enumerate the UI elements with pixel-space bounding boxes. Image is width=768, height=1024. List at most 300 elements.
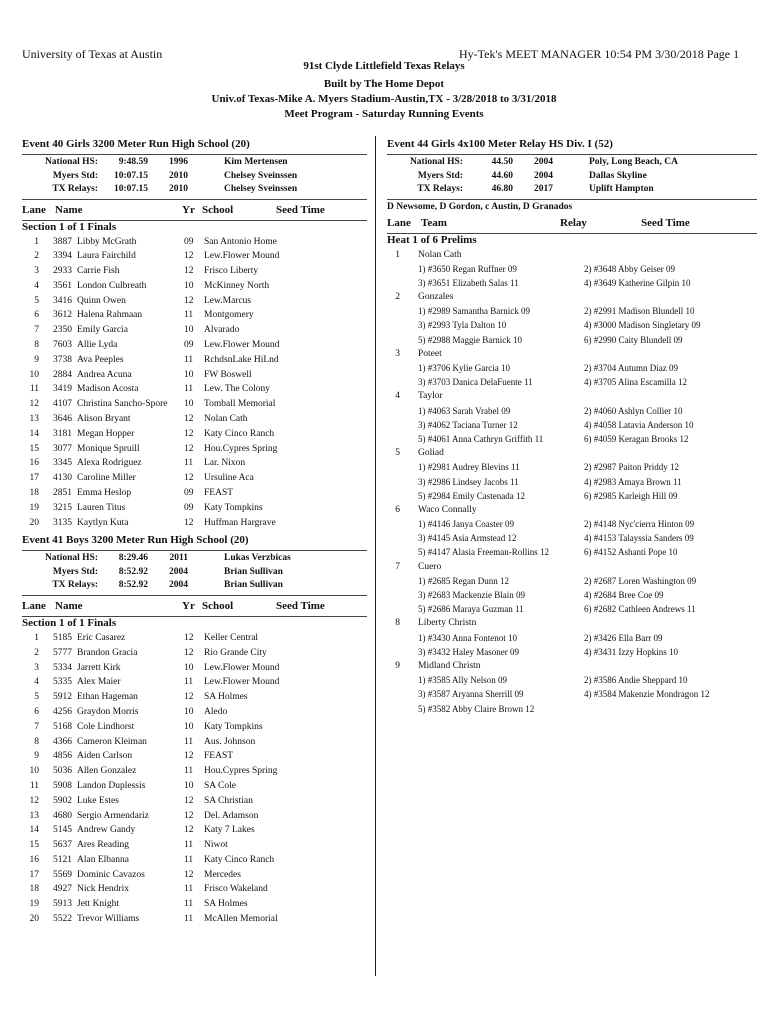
athlete-name: Trevor Williams bbox=[77, 914, 140, 925]
runner-row bbox=[387, 589, 757, 603]
table-row bbox=[22, 883, 367, 898]
lane-number: 13 bbox=[29, 414, 39, 425]
runner-row bbox=[387, 703, 757, 717]
relay-team bbox=[387, 447, 757, 461]
relay-runner: 3) #3703 Danica DelaFuente 11 bbox=[418, 377, 533, 388]
bib-number: 5185 bbox=[53, 632, 72, 643]
athlete-year: 11 bbox=[184, 914, 194, 925]
event-40-records bbox=[22, 154, 367, 200]
table-row bbox=[22, 250, 367, 265]
athlete-year: 10 bbox=[184, 325, 194, 336]
school-name: FEAST bbox=[204, 751, 234, 762]
event-40-entries bbox=[22, 236, 367, 532]
athlete-name: Cameron Kleiman bbox=[77, 736, 147, 747]
school-name: Lew.Flower Mound bbox=[204, 340, 280, 351]
team-name: Gonzales bbox=[418, 292, 454, 303]
lane-number: 9 bbox=[395, 660, 400, 671]
athlete-name: Caroline Miller bbox=[77, 473, 136, 484]
table-row bbox=[22, 324, 367, 339]
runner-row bbox=[387, 646, 757, 660]
runner-row bbox=[387, 632, 757, 646]
athlete-name: Jarrett Kirk bbox=[77, 662, 121, 673]
bib-number: 3345 bbox=[53, 458, 72, 469]
lane-number: 4 bbox=[34, 280, 39, 291]
school-name: Huffman Hargrave bbox=[204, 517, 276, 528]
left-column bbox=[22, 138, 367, 928]
athlete-name: Alex Maier bbox=[77, 677, 121, 688]
school-name: Rio Grande City bbox=[204, 647, 267, 658]
table-row bbox=[22, 295, 367, 310]
athlete-year: 11 bbox=[184, 840, 194, 851]
column-divider bbox=[375, 136, 376, 976]
bib-number: 5145 bbox=[53, 825, 72, 836]
relay-team bbox=[387, 617, 757, 631]
lane-number: 12 bbox=[29, 795, 39, 806]
school-name: Del. Adamson bbox=[204, 810, 259, 821]
lane-number: 20 bbox=[29, 914, 39, 925]
athlete-year: 09 bbox=[184, 502, 194, 513]
athlete-name: Andrea Acuna bbox=[77, 369, 132, 380]
table-row bbox=[22, 236, 367, 251]
athlete-name: Monique Spruill bbox=[77, 443, 140, 454]
lane-number: 6 bbox=[395, 504, 400, 515]
bib-number: 4680 bbox=[53, 810, 72, 821]
relay-runner: 4) #2684 Bree Coe 09 bbox=[584, 590, 664, 600]
athlete-year: 12 bbox=[184, 295, 194, 306]
lane-number: 2 bbox=[34, 647, 39, 658]
record-row: TX Relays: 46.80 2017 Uplift Hampton bbox=[417, 184, 654, 194]
school-name: Keller Central bbox=[204, 632, 259, 643]
school-name: Ursuline Aca bbox=[204, 473, 254, 484]
athlete-year: 10 bbox=[184, 369, 194, 380]
runner-row bbox=[387, 419, 757, 433]
school-name: FEAST bbox=[204, 488, 234, 499]
athlete-name: Alan Elbanna bbox=[77, 854, 129, 865]
lane-number: 5 bbox=[395, 448, 400, 459]
school-name: Lew.Flower Mound bbox=[204, 251, 280, 262]
school-name: Frisco Liberty bbox=[204, 266, 259, 277]
table-row bbox=[22, 398, 367, 413]
athlete-year: 11 bbox=[184, 354, 194, 365]
runner-row bbox=[387, 575, 757, 589]
athlete-name: Andrew Gandy bbox=[77, 825, 136, 836]
athlete-name: Allie Lyda bbox=[77, 340, 118, 351]
school-name: Hou.Cypres Spring bbox=[204, 766, 278, 777]
athlete-name: Halena Rahmaan bbox=[77, 310, 143, 321]
athlete-year: 11 bbox=[184, 384, 194, 395]
table-row bbox=[22, 898, 367, 913]
table-row bbox=[22, 517, 367, 532]
table-row bbox=[22, 265, 367, 280]
athlete-name: Eric Casarez bbox=[77, 632, 126, 643]
school-name: San Antonio Home bbox=[204, 236, 277, 247]
school-name: Katy 7 Lakes bbox=[204, 825, 255, 836]
relay-team bbox=[387, 390, 757, 404]
relay-runner: 2) #4060 Ashlyn Collier 10 bbox=[584, 405, 683, 416]
table-row bbox=[22, 839, 367, 854]
lane-number: 3 bbox=[34, 662, 39, 673]
lane-number: 10 bbox=[29, 766, 39, 777]
event-40-column-headers: Lane Name Yr School Seed Time bbox=[22, 203, 325, 216]
event-40-section: Section 1 of 1 Finals bbox=[22, 220, 117, 233]
lane-number: 14 bbox=[29, 825, 39, 836]
table-row bbox=[22, 369, 367, 384]
table-row bbox=[22, 339, 367, 354]
team-name: Taylor bbox=[418, 391, 443, 402]
bib-number: 3419 bbox=[53, 384, 72, 395]
athlete-year: 12 bbox=[184, 632, 194, 643]
athlete-year: 12 bbox=[184, 692, 194, 703]
athlete-name: Libby McGrath bbox=[77, 236, 137, 247]
athlete-year: 10 bbox=[184, 280, 194, 291]
relay-team bbox=[387, 348, 757, 362]
runner-row bbox=[387, 263, 757, 277]
relay-runner: 3) #2986 Lindsey Jacobs 11 bbox=[418, 476, 519, 487]
bib-number: 5902 bbox=[53, 795, 72, 806]
table-row bbox=[22, 721, 367, 736]
athlete-name: Aiden Carlson bbox=[77, 751, 133, 762]
athlete-name: Ava Peeples bbox=[77, 354, 124, 365]
meet-program-title: Meet Program - Saturday Running Events bbox=[284, 108, 484, 120]
table-row bbox=[22, 795, 367, 810]
lane-number: 16 bbox=[29, 854, 39, 865]
runner-row bbox=[387, 603, 757, 617]
relay-runner: 4) #2983 Amaya Brown 11 bbox=[584, 476, 682, 487]
lane-number: 5 bbox=[34, 692, 39, 703]
school-name: Lew. The Colony bbox=[204, 384, 270, 395]
table-row bbox=[22, 280, 367, 295]
bib-number: 5908 bbox=[53, 780, 72, 791]
athlete-year: 12 bbox=[184, 517, 194, 528]
relay-runner: 6) #2990 Caity Blundell 09 bbox=[584, 334, 683, 345]
bib-number: 3612 bbox=[53, 310, 72, 321]
school-name: Frisco Wakeland bbox=[204, 884, 268, 895]
athlete-year: 12 bbox=[184, 810, 194, 821]
institution-name: University of Texas at Austin bbox=[22, 47, 163, 61]
school-name: Lew.Flower Mound bbox=[204, 662, 280, 673]
lane-number: 11 bbox=[29, 384, 39, 395]
school-name: SA Holmes bbox=[204, 692, 248, 703]
relay-runner: 2) #2987 Paiton Priddy 12 bbox=[584, 462, 680, 473]
bib-number: 5121 bbox=[53, 854, 72, 865]
athlete-year: 12 bbox=[184, 795, 194, 806]
bib-number: 5913 bbox=[53, 899, 72, 910]
record-row: Myers Std: 44.60 2004 Dallas Skyline bbox=[417, 170, 647, 181]
record-row: National HS: 44.50 2004 Poly, Long Beach, CA bbox=[409, 157, 678, 167]
relay-runner: 2) #2991 Madison Blundell 10 bbox=[584, 306, 695, 317]
relay-runner: 3) #3432 Haley Masoner 09 bbox=[418, 646, 519, 657]
athlete-name: Jett Knight bbox=[77, 899, 119, 910]
bib-number: 3561 bbox=[53, 280, 72, 291]
school-name: Katy Tompkins bbox=[204, 502, 263, 513]
bib-number: 4927 bbox=[53, 884, 72, 895]
relay-runner: 3) #2993 Tyla Dalton 10 bbox=[418, 320, 507, 331]
relay-team bbox=[387, 561, 757, 575]
school-name: Hou.Cypres Spring bbox=[204, 443, 278, 454]
relay-runner: 4) #3649 Katherine Gilpin 10 bbox=[584, 277, 691, 288]
software-header: Hy-Tek's MEET MANAGER 10:54 PM 3/30/2018 Page 1 bbox=[459, 47, 740, 61]
lane-number: 12 bbox=[29, 399, 39, 410]
lane-number: 7 bbox=[395, 561, 400, 572]
school-name: SA Holmes bbox=[204, 899, 248, 910]
lane-number: 1 bbox=[395, 249, 400, 260]
relay-team bbox=[387, 249, 757, 263]
athlete-name: Ethan Hageman bbox=[77, 692, 138, 703]
athlete-name: Graydon Morris bbox=[77, 706, 139, 717]
athlete-name: Carrie Fish bbox=[77, 266, 120, 277]
bib-number: 5334 bbox=[53, 662, 72, 673]
athlete-year: 12 bbox=[184, 414, 194, 425]
table-row bbox=[22, 309, 367, 324]
runner-row bbox=[387, 376, 757, 390]
bib-number: 5168 bbox=[53, 721, 72, 732]
runner-row bbox=[387, 688, 757, 702]
athlete-year: 09 bbox=[184, 236, 194, 247]
relay-runner: 2) #3648 Abby Geiser 09 bbox=[584, 263, 675, 274]
relay-runner: 6) #4059 Keragan Brooks 12 bbox=[584, 433, 689, 444]
table-row bbox=[22, 472, 367, 487]
bib-number: 3077 bbox=[53, 443, 72, 454]
bib-number: 5912 bbox=[53, 692, 72, 703]
athlete-name: Alison Bryant bbox=[77, 414, 131, 425]
team-name: Waco Connally bbox=[418, 504, 477, 515]
school-name: Montgomery bbox=[204, 310, 254, 321]
school-name: Katy Tompkins bbox=[204, 721, 263, 732]
school-name: Lar. Nixon bbox=[204, 458, 246, 469]
lane-number: 6 bbox=[34, 310, 39, 321]
school-name: Niwot bbox=[204, 840, 228, 851]
bib-number: 4366 bbox=[53, 736, 72, 747]
athlete-name: Quinn Owen bbox=[77, 295, 126, 306]
athlete-year: 11 bbox=[184, 899, 194, 910]
lane-number: 11 bbox=[29, 780, 39, 791]
record-row: TX Relays: 8:52.92 2004 Brian Sullivan bbox=[52, 580, 283, 591]
school-name: FW Boswell bbox=[204, 369, 252, 380]
athlete-name: Luke Estes bbox=[77, 795, 119, 806]
lane-number: 5 bbox=[34, 295, 39, 306]
lane-number: 19 bbox=[29, 899, 39, 910]
lane-number: 19 bbox=[29, 502, 39, 513]
bib-number: 3646 bbox=[53, 414, 72, 425]
bib-number: 4107 bbox=[53, 399, 72, 410]
athlete-year: 11 bbox=[184, 458, 194, 469]
lane-number: 9 bbox=[34, 751, 39, 762]
relay-runner: 4) #3584 Makenzie Mondragon 12 bbox=[584, 689, 710, 700]
athlete-name: Ares Reading bbox=[77, 840, 129, 851]
team-name: Cuero bbox=[418, 561, 442, 572]
table-row bbox=[22, 736, 367, 751]
athlete-year: 10 bbox=[184, 399, 194, 410]
bib-number: 5036 bbox=[53, 766, 72, 777]
school-name: Alvarado bbox=[204, 325, 240, 336]
table-row bbox=[22, 662, 367, 677]
relay-runner: 3) #3651 Elizabeth Salas 11 bbox=[418, 277, 519, 288]
athlete-year: 12 bbox=[184, 869, 194, 880]
table-row bbox=[22, 443, 367, 458]
runner-row bbox=[387, 476, 757, 490]
relay-runner: 1) #2989 Samantha Barnick 09 bbox=[418, 306, 530, 317]
event-41-section: Section 1 of 1 Finals bbox=[22, 616, 117, 629]
event-44-heat: Heat 1 of 6 Prelims bbox=[387, 233, 477, 246]
relay-runner: 1) #3650 Regan Ruffner 09 bbox=[418, 263, 517, 274]
relay-runner: 5) #4147 Alasia Freeman-Rollins 12 bbox=[418, 547, 549, 558]
table-row bbox=[22, 502, 367, 517]
lane-number: 17 bbox=[29, 473, 39, 484]
athlete-name: Sergio Armendariz bbox=[77, 810, 149, 821]
athlete-year: 11 bbox=[184, 854, 194, 865]
runner-row bbox=[387, 319, 757, 333]
team-name: Poteet bbox=[418, 348, 442, 359]
athlete-year: 09 bbox=[184, 488, 194, 499]
meet-venue: Univ.of Texas-Mike A. Myers Stadium-Austin,TX - 3/28/2018 to 3/31/2018 bbox=[211, 93, 557, 105]
lane-number: 9 bbox=[34, 354, 39, 365]
athlete-name: Kaytlyn Kuta bbox=[77, 517, 129, 528]
relay-runner: 4) #3431 Izzy Hopkins 10 bbox=[584, 646, 678, 657]
table-row bbox=[22, 487, 367, 502]
school-name: SA Cole bbox=[204, 780, 236, 791]
lane-number: 18 bbox=[29, 884, 39, 895]
table-row bbox=[22, 632, 367, 647]
relay-runner: 4) #3705 Alina Escamilla 12 bbox=[584, 377, 687, 388]
school-name: McKinney North bbox=[204, 280, 270, 291]
school-name: Lew.Marcus bbox=[204, 295, 252, 306]
runner-row bbox=[387, 433, 757, 447]
runner-row bbox=[387, 334, 757, 348]
athlete-year: 12 bbox=[184, 473, 194, 484]
relay-runner: 5) #2984 Emily Castenada 12 bbox=[418, 490, 525, 501]
relay-runner: 2) #4148 Nyc'cierra Hinton 09 bbox=[584, 519, 695, 530]
table-row bbox=[22, 706, 367, 721]
relay-runner: 5) #2686 Maraya Guzman 11 bbox=[418, 604, 524, 615]
relay-team bbox=[387, 504, 757, 518]
bib-number: 2933 bbox=[53, 266, 72, 277]
event-41-records bbox=[22, 550, 367, 596]
record-row: National HS: 8:29.46 2011 Lukas Verzbicas bbox=[44, 553, 291, 564]
athlete-year: 11 bbox=[184, 736, 194, 747]
athlete-name: Emma Heslop bbox=[77, 488, 132, 499]
lane-number: 3 bbox=[395, 348, 400, 359]
school-name: Tomball Memorial bbox=[204, 399, 276, 410]
athlete-year: 12 bbox=[184, 428, 194, 439]
athlete-name: Nick Hendrix bbox=[77, 884, 129, 895]
table-row bbox=[22, 354, 367, 369]
athlete-name: Allen Gonzalez bbox=[77, 766, 137, 777]
relay-runner: 5) #3582 Abby Claire Brown 12 bbox=[418, 703, 535, 714]
athlete-year: 12 bbox=[184, 825, 194, 836]
runner-row bbox=[387, 305, 757, 319]
lane-number: 1 bbox=[34, 632, 39, 643]
bib-number: 5335 bbox=[53, 677, 72, 688]
lane-number: 14 bbox=[29, 428, 39, 439]
event-44-title: Event 44 Girls 4x100 Meter Relay HS Div. I (52) bbox=[387, 138, 613, 150]
lane-number: 8 bbox=[395, 618, 400, 629]
runner-row bbox=[387, 532, 757, 546]
school-name: Katy Cinco Ranch bbox=[204, 428, 275, 439]
bib-number: 2851 bbox=[53, 488, 72, 499]
table-row bbox=[22, 750, 367, 765]
relay-runner: 3) #4145 Asia Armstead 12 bbox=[418, 533, 517, 544]
bib-number: 3738 bbox=[53, 354, 72, 365]
record-row: TX Relays: 10:07.15 2010 Chelsey Sveinssen bbox=[52, 184, 298, 194]
meet-title: 91st Clyde Littlefield Texas Relays bbox=[303, 60, 465, 72]
record-row: National HS: 9:48.59 1996 Kim Mertensen bbox=[44, 157, 288, 167]
table-row bbox=[22, 854, 367, 869]
athlete-year: 10 bbox=[184, 780, 194, 791]
relay-runner: 1) #3706 Kylie Garcia 10 bbox=[418, 363, 510, 373]
record-row: Myers Std: 8:52.92 2004 Brian Sullivan bbox=[52, 566, 283, 577]
table-row bbox=[22, 383, 367, 398]
team-name: Nolan Cath bbox=[418, 249, 462, 260]
athlete-year: 10 bbox=[184, 706, 194, 717]
athlete-name: Cole Lindhorst bbox=[77, 721, 135, 732]
lane-number: 13 bbox=[29, 810, 39, 821]
relay-runner: 1) #2981 Audrey Blevins 11 bbox=[418, 462, 520, 473]
school-name: Lew.Flower Mound bbox=[204, 677, 280, 688]
bib-number: 7603 bbox=[53, 340, 72, 351]
relay-team bbox=[387, 660, 757, 674]
relay-runner: 1) #3585 Ally Nelson 09 bbox=[418, 675, 507, 686]
relay-runner: 3) #4062 Taciana Turner 12 bbox=[418, 419, 518, 430]
table-row bbox=[22, 691, 367, 706]
event-44-column-headers: Lane Team Relay Seed Time bbox=[387, 216, 690, 229]
athlete-year: 12 bbox=[184, 751, 194, 762]
school-name: McAllen Memorial bbox=[204, 914, 278, 925]
runner-row bbox=[387, 546, 757, 560]
bib-number: 2350 bbox=[53, 325, 72, 336]
relay-runner: 4) #3000 Madison Singletary 09 bbox=[584, 320, 701, 331]
table-row bbox=[22, 824, 367, 839]
lane-number: 7 bbox=[34, 325, 39, 336]
lane-number: 8 bbox=[34, 340, 39, 351]
bib-number: 3215 bbox=[53, 502, 72, 513]
bib-number: 3416 bbox=[53, 295, 72, 306]
athlete-name: Brandon Gracia bbox=[77, 647, 138, 658]
school-name: Katy Cinco Ranch bbox=[204, 854, 275, 865]
relay-runner: 3) #3587 Aryanna Sherrill 09 bbox=[418, 689, 524, 700]
right-column bbox=[387, 138, 757, 717]
athlete-name: Dominic Cavazos bbox=[77, 869, 145, 880]
runner-row bbox=[387, 362, 757, 376]
relay-runner: 1) #4146 Janya Coaster 09 bbox=[418, 519, 514, 530]
bib-number: 3181 bbox=[53, 428, 72, 439]
relay-runner: 2) #3426 Ella Barr 09 bbox=[584, 632, 663, 643]
runner-row bbox=[387, 674, 757, 688]
school-name: SA Christian bbox=[204, 795, 253, 806]
relay-runner: 1) #2685 Regan Dunn 12 bbox=[418, 575, 509, 586]
table-row bbox=[22, 913, 367, 928]
lane-number: 2 bbox=[395, 292, 400, 303]
table-row bbox=[22, 780, 367, 795]
team-name: Goliad bbox=[418, 448, 444, 459]
event-44-teams bbox=[387, 249, 757, 717]
athlete-year: 10 bbox=[184, 721, 194, 732]
lane-number: 15 bbox=[29, 443, 39, 454]
bib-number: 4856 bbox=[53, 751, 72, 762]
relay-runner: 6) #2682 Cathleen Andrews 11 bbox=[584, 604, 696, 615]
relay-runner: 2) #2687 Loren Washington 09 bbox=[584, 575, 697, 586]
table-row bbox=[22, 810, 367, 825]
event-40-title: Event 40 Girls 3200 Meter Run High School (20) bbox=[22, 138, 250, 150]
bib-number: 3135 bbox=[53, 517, 72, 528]
school-name: RchdsnLake HiLnd bbox=[204, 354, 279, 365]
athlete-year: 12 bbox=[184, 647, 194, 658]
athlete-name: Landon Duplessis bbox=[77, 780, 146, 791]
relay-runner: 5) #4061 Anna Cathryn Griffith 11 bbox=[418, 433, 544, 444]
event-41-entries bbox=[22, 632, 367, 928]
table-row bbox=[22, 676, 367, 691]
table-row bbox=[22, 428, 367, 443]
bib-number: 5637 bbox=[53, 840, 72, 851]
